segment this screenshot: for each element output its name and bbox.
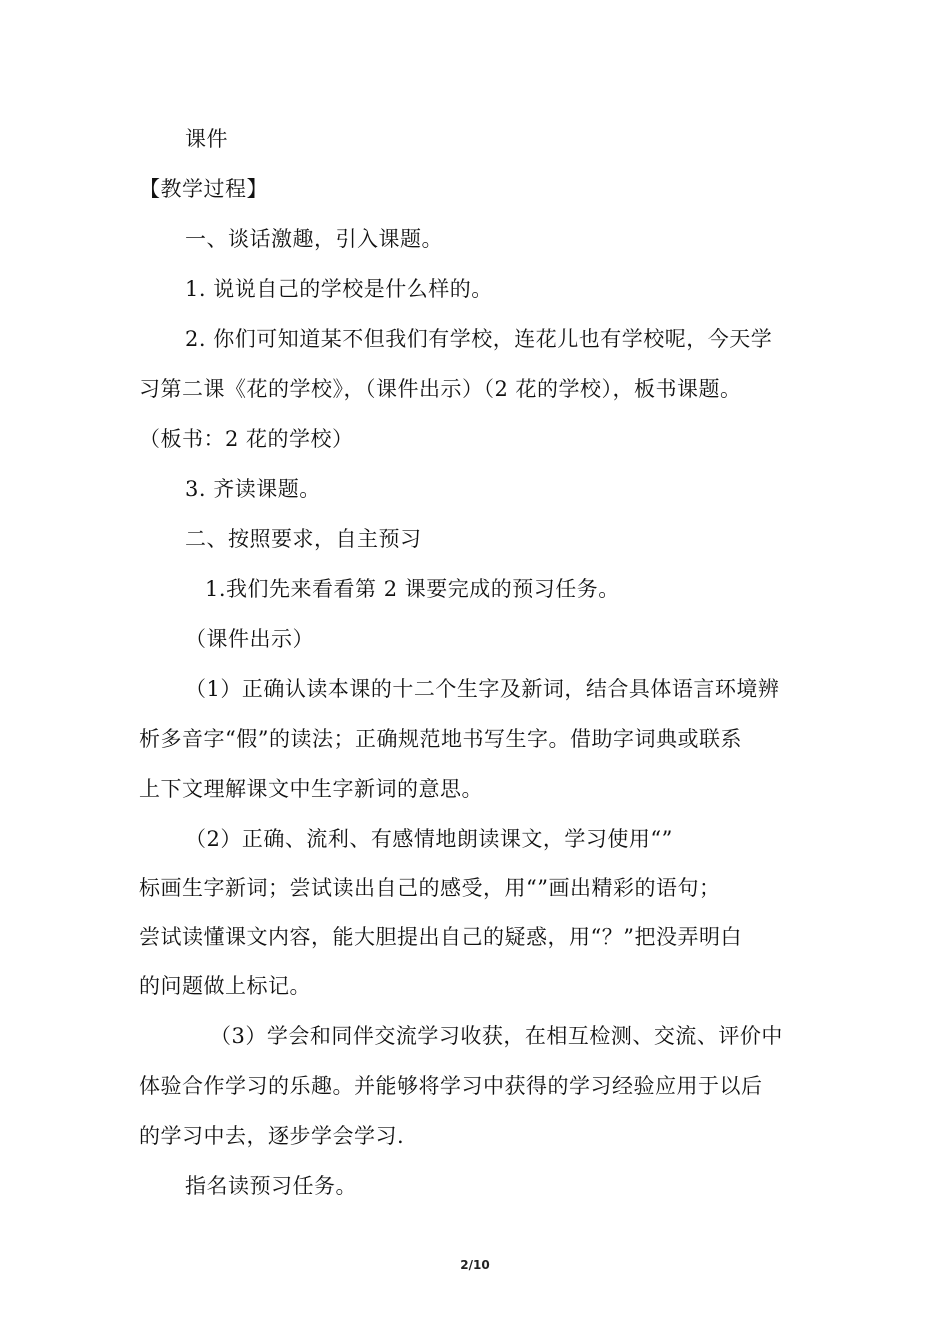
text-line: 一、谈话激趣，引入课题。 <box>185 227 443 251</box>
text-line: 指名读预习任务。 <box>185 1174 357 1198</box>
text-line: （1）正确认读本课的十二个生字及新词，结合具体语言环境辨 <box>185 677 780 701</box>
text-line: 上下文理解课文中生字新词的意思。 <box>139 777 483 801</box>
text-line: （3）学会和同伴交流学习收获，在相互检测、交流、评价中 <box>210 1024 783 1048</box>
text-line: （课件出示） <box>185 627 314 651</box>
text-line: 尝试读懂课文内容，能大胆提出自己的疑惑，用“？”把没弄明白 <box>139 925 742 949</box>
text-line: 1.我们先来看看第 2 课要完成的预习任务。 <box>205 577 620 601</box>
text-line: 3. 齐读课题。 <box>185 477 321 501</box>
text-line: 课件 <box>185 127 228 151</box>
text-line: 体验合作学习的乐趣。并能够将学习中获得的学习经验应用于以后 <box>139 1074 763 1098</box>
text-line: 析多音字“假”的读法；正确规范地书写生字。借助字词典或联系 <box>139 727 742 751</box>
section-heading: 【教学过程】 <box>139 177 268 201</box>
text-line: 标画生字新词；尝试读出自己的感受，用“”画出精彩的语句； <box>139 876 721 900</box>
text-line: 2. 你们可知道某不但我们有学校，连花儿也有学校呢，今天学 <box>185 327 773 351</box>
text-line: 1. 说说自己的学校是什么样的。 <box>185 277 493 301</box>
text-line: （板书：2 花的学校） <box>139 427 354 451</box>
text-line: 习第二课《花的学校》，（课件出示）（2 花的学校），板书课题。 <box>139 377 742 401</box>
text-line: 的学习中去，逐步学会学习. <box>139 1124 405 1148</box>
text-line: （2）正确、流利、有感情地朗读课文，学习使用“” <box>185 827 673 851</box>
text-line: 的问题做上标记。 <box>139 974 311 998</box>
page-number: 2/10 <box>460 1258 490 1272</box>
text-line: 二、按照要求，自主预习 <box>185 527 422 551</box>
